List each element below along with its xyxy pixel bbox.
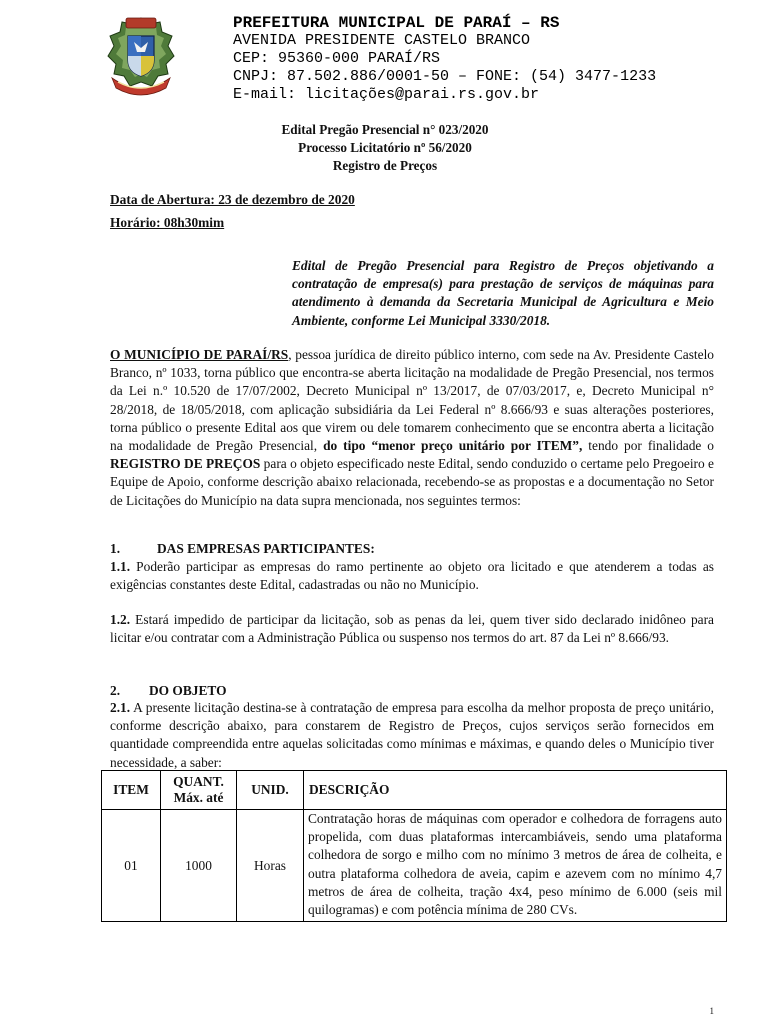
intro-paragraph xyxy=(110,346,714,510)
section-2-heading xyxy=(110,682,227,700)
intro-text-2: tendo por finalidade o xyxy=(582,438,714,454)
letterhead-cnpj: CNPJ: 87.502.886/0001-50 – FONE: (54) 3477-1233 xyxy=(233,68,657,85)
section-2-title: DO OBJETO xyxy=(149,683,227,698)
page-number: 1 xyxy=(709,1006,714,1016)
section-2-number: 2. xyxy=(110,683,121,698)
cell-quant: 1000 xyxy=(161,810,237,922)
table-row xyxy=(102,810,727,922)
section-1-1-text: Poderão participar as empresas do ramo pertinente ao objeto ora licitado e que atenderem a todas as exigências constantes deste Edital, cadastradas ou não no Município. xyxy=(110,559,714,593)
header-item: ITEM xyxy=(102,771,161,810)
cell-desc: Contratação horas de máquinas com operador e colhedora de forragens auto propelida, com duas plataformas intercambiáveis, sendo uma plataforma colhedora de sorgo e milho com no mínimo 3 metros de área de colheita, e outra plataforma colhedora de aveia, capim e azevem com no mínimo 4,7 metros de área de colheita, tração 4x4, peso mínimo de 6.000 (seis mil quilogramas) e com potência mínima de 280 CVs. xyxy=(304,810,727,922)
header-desc: DESCRIÇÃO xyxy=(304,771,727,810)
edital-line-1: Edital Pregão Presencial n° 023/2020 xyxy=(281,122,489,137)
horario: Horário: 08h30mim xyxy=(110,215,225,230)
edital-line-2: Processo Licitatório nº 56/2020 xyxy=(298,140,472,155)
cell-item: 01 xyxy=(102,810,161,922)
edital-title-block xyxy=(0,121,770,175)
letterhead-title: PREFEITURA MUNICIPAL DE PARAÍ – RS xyxy=(233,14,560,32)
letterhead-address: AVENIDA PRESIDENTE CASTELO BRANCO xyxy=(233,32,531,49)
letterhead-cep: CEP: 95360-000 PARAÍ/RS xyxy=(233,50,441,67)
header-quant-line-1: QUANT. xyxy=(173,774,224,789)
section-1-2 xyxy=(110,611,714,647)
section-2-1-number: 2.1. xyxy=(110,700,131,715)
intro-municipio: O MUNICÍPIO DE PARAÍ/RS xyxy=(110,347,289,362)
edital-summary: Edital de Pregão Presencial para Registro de Preços objetivando a contratação de empresa(s) para prestação de serviços de máquinas para atendimento à demanda da Secretaria Municipal de Agricultura e Meio Ambiente, conforme Lei Municipal 3330/2018. xyxy=(292,258,714,328)
intro-text-3: para o objeto especificado neste Edital, sendo conduzido o certame pelo Pregoeiro e Equipe de Apoio, conforme descrição abaixo relacionada, recebendo-se as propostas e a documentação no Setor de Licitações do Município na data supra mencionada, nos seguintes termos: xyxy=(110,456,715,508)
section-1-title: DAS EMPRESAS PARTICIPANTES: xyxy=(157,541,375,556)
section-1-2-text: Estará impedido de participar da licitação, sob as penas da lei, quem tiver sido declarado inidôneo para licitar e/ou contratar com a Administração Pública ou suspenso nos termos do art. 87 da Lei nº 8.666/93. xyxy=(110,612,714,646)
letterhead xyxy=(233,14,656,104)
object-table-header-row xyxy=(102,771,727,810)
section-1-1 xyxy=(110,558,714,594)
edital-line-3: Registro de Preços xyxy=(332,158,438,173)
object-table xyxy=(101,770,727,922)
header-unid: UNID. xyxy=(237,771,304,810)
header-quant xyxy=(161,771,237,810)
header-quant-line-2: Máx. até xyxy=(173,790,224,805)
municipal-crest xyxy=(104,16,178,102)
section-1-2-number: 1.2. xyxy=(110,612,131,627)
section-1-1-number: 1.1. xyxy=(110,559,131,574)
section-1-number: 1. xyxy=(110,541,121,556)
intro-registro: REGISTRO DE PREÇOS xyxy=(110,456,261,472)
section-2-1-text: A presente licitação destina-se à contratação de empresa para escolha da melhor proposta de preço unitário, conforme descrição abaixo, para constarem de Registro de Preços, cujos serviços serão fornecidos em quantidade compreendida entre aquelas solicitadas como mínimas e máximas, e quando deles o Município tiver necessidade, a saber: xyxy=(110,700,714,770)
section-1-heading xyxy=(110,540,375,558)
letterhead-email: E-mail: licitações@parai.rs.gov.br xyxy=(233,86,540,103)
cell-unid: Horas xyxy=(237,810,304,922)
section-2-1 xyxy=(110,699,714,772)
intro-tipo: do tipo “menor preço unitário por ITEM”, xyxy=(323,438,583,454)
data-abertura: Data de Abertura: 23 de dezembro de 2020 xyxy=(110,192,355,207)
intro-text-1: , pessoa jurídica de direito público interno, com sede na Av. Presidente Castelo Branco, nº 1033, torna público que encontra-se aberta licitação na modalidade de Pregão Presencial, nos termos da Lei n.º 10.520 de 17/07/2002, Decreto Municipal nº 13/2017, de 07/03/2017, e, Decreto Municipal n° 28/2018, de 18/05/2018, com aplicação subsidiária da Lei Federal nº 8.666/93 e suas alterações posteriores, torna público o presente Edital aos que virem ou dele tomarem conhecimento que se encontra aberta a licitação na modalidade de Pregão Presencial, xyxy=(110,347,714,454)
